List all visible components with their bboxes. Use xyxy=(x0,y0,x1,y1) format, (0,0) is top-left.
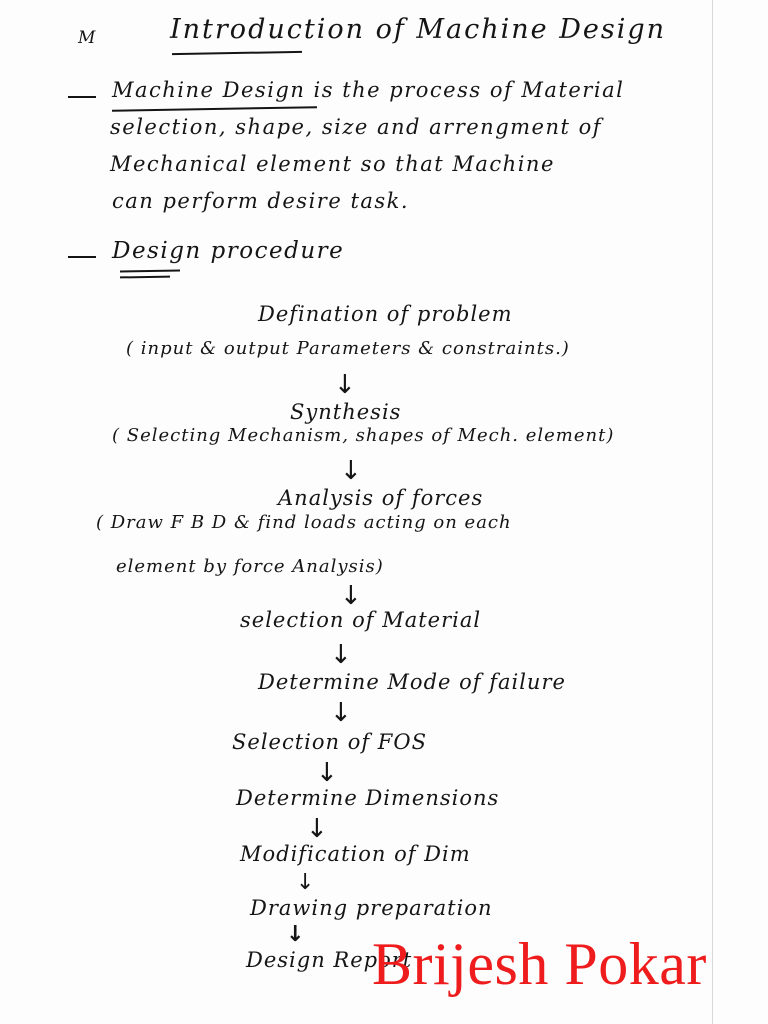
step-analysis-of-forces: Analysis of forces xyxy=(278,486,484,510)
step-definition-of-problem: Defination of problem xyxy=(258,302,513,326)
down-arrow-icon: ↓ xyxy=(340,581,362,611)
definition-line-2: selection, shape, size and arrengment of xyxy=(110,115,603,139)
step-selection-of-fos: Selection of FOS xyxy=(232,730,427,754)
definition-line-1: Machine Design is the process of Material xyxy=(112,78,625,102)
heading-underline xyxy=(120,276,170,279)
title-underline xyxy=(172,51,302,55)
step-determine-dimensions: Determine Dimensions xyxy=(236,786,500,810)
step-selection-of-material: selection of Material xyxy=(240,608,482,632)
page-title: Introduction of Machine Design xyxy=(170,14,667,45)
definition-line-3: Mechanical element so that Machine xyxy=(110,152,555,176)
step-drawing-preparation: Drawing preparation xyxy=(250,896,493,920)
down-arrow-icon: ↓ xyxy=(330,640,352,670)
step-note-mechanism: ( Selecting Mechanism, shapes of Mech. element) xyxy=(112,425,615,446)
definition-underline xyxy=(112,106,317,112)
down-arrow-icon: ↓ xyxy=(334,370,356,400)
heading-underline xyxy=(120,269,180,272)
step-note-inputs: ( input & output Parameters & constraints.) xyxy=(126,338,570,359)
down-arrow-icon: ↓ xyxy=(286,922,305,947)
down-arrow-icon: ↓ xyxy=(306,814,328,844)
definition-line-4: can perform desire task. xyxy=(112,189,410,213)
down-arrow-icon: ↓ xyxy=(316,758,338,788)
step-mode-of-failure: Determine Mode of failure xyxy=(258,670,566,694)
down-arrow-icon: ↓ xyxy=(296,870,315,895)
procedure-heading: Design procedure xyxy=(112,238,345,264)
watermark-text: Brijesh Pokar xyxy=(372,931,707,997)
step-modification-of-dim: Modification of Dim xyxy=(240,842,471,866)
bullet-dash xyxy=(68,96,96,98)
step-design-report: Design Report xyxy=(246,948,413,972)
page-mark: M xyxy=(78,28,97,48)
down-arrow-icon: ↓ xyxy=(330,698,352,728)
down-arrow-icon: ↓ xyxy=(340,456,362,486)
step-synthesis: Synthesis xyxy=(290,400,402,424)
step-note-fbd: ( Draw F B D & find loads acting on each xyxy=(96,512,512,533)
bullet-dash xyxy=(68,256,96,258)
step-note-force-analysis: element by force Analysis) xyxy=(116,556,384,577)
margin-line xyxy=(712,0,713,1024)
